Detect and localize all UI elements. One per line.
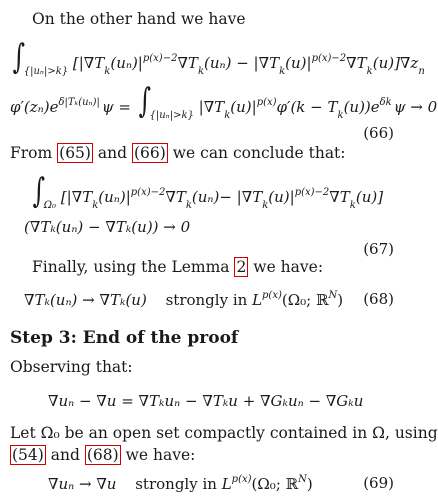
math-term: (uₙ)| bbox=[110, 54, 143, 72]
equation-number-67: (67) bbox=[363, 240, 394, 258]
math-sup: N bbox=[328, 290, 338, 301]
text-fragment: we have: bbox=[253, 258, 324, 276]
math-term: |∇T bbox=[198, 98, 225, 116]
math-sub: k bbox=[279, 66, 286, 77]
text-fragment: and bbox=[97, 144, 128, 162]
equation-number-69: (69) bbox=[363, 474, 394, 492]
math-term: L bbox=[252, 291, 263, 309]
math-sup: p(x)−2 bbox=[130, 187, 166, 198]
text-from-refs bbox=[10, 144, 346, 162]
math-sub: k bbox=[349, 200, 356, 211]
math-sub: k bbox=[366, 66, 373, 77]
equation-line-2 bbox=[10, 81, 438, 121]
math-term: (u)| bbox=[285, 54, 312, 72]
math-term: φ′(zₙ)e bbox=[10, 98, 59, 116]
math-sub: k bbox=[337, 110, 344, 121]
ref-link-66[interactable]: (66) bbox=[134, 144, 166, 162]
math-term: ∇uₙ → ∇u bbox=[48, 475, 117, 493]
math-sup: p(x) bbox=[262, 290, 282, 301]
ref-link-lemma-2[interactable]: 2 bbox=[236, 258, 247, 276]
text-fragment: strongly in bbox=[165, 291, 248, 309]
math-sup: p(x)−2 bbox=[311, 53, 347, 64]
integral-sign: ∫ bbox=[32, 171, 46, 211]
text-let-omega: Let Ω₀ be an open set compactly contained in Ω, using bbox=[10, 424, 438, 442]
math-sup: p(x) bbox=[231, 474, 252, 485]
section-heading: Step 3: End of the proof bbox=[10, 328, 239, 348]
math-term: (uₙ)| bbox=[98, 188, 131, 206]
math-term: (Ω₀; ℝ bbox=[281, 291, 329, 309]
integral-sign: ∫ bbox=[138, 81, 151, 121]
equation-number-66: (66) bbox=[363, 124, 394, 142]
integral-domain: Ω₀ bbox=[43, 200, 57, 211]
integral-sign: ∫ bbox=[12, 37, 26, 77]
math-sub: k bbox=[262, 200, 269, 211]
text-lemma bbox=[32, 258, 323, 276]
math-term: ∇T bbox=[329, 188, 350, 206]
ref-link-65[interactable]: (65) bbox=[59, 144, 91, 162]
integral-domain: {|uₙ|>k} bbox=[23, 66, 69, 77]
text-fragment: Finally, using the Lemma bbox=[32, 258, 230, 276]
intro-text: On the other hand we have bbox=[32, 10, 246, 28]
math-term: (u))e bbox=[343, 98, 380, 116]
math-sup: p(x) bbox=[256, 97, 277, 108]
math-term: ψ → 0 bbox=[393, 98, 438, 116]
math-term: ) bbox=[306, 475, 313, 493]
ref-link-54[interactable]: (54) bbox=[12, 446, 44, 464]
equation-line-68 bbox=[24, 290, 343, 309]
math-sub: k bbox=[224, 110, 231, 121]
equation-line-69 bbox=[48, 474, 313, 493]
math-sup: N bbox=[298, 474, 307, 485]
math-sub: k bbox=[197, 66, 204, 77]
math-term: ∇T bbox=[177, 54, 198, 72]
equation-line-1 bbox=[10, 37, 425, 77]
text-using-refs bbox=[10, 446, 195, 464]
math-term: L bbox=[221, 475, 232, 493]
math-sup: δk bbox=[379, 97, 392, 108]
math-sub: k bbox=[92, 200, 99, 211]
math-term: (uₙ) − |∇T bbox=[204, 54, 280, 72]
math-term: (uₙ)− |∇T bbox=[191, 188, 263, 206]
math-sub: n bbox=[418, 66, 425, 77]
math-term: (u)| bbox=[268, 188, 295, 206]
math-term: ψ = bbox=[101, 98, 131, 116]
equation-gradient-decomposition: ∇uₙ − ∇u = ∇Tₖuₙ − ∇Tₖu + ∇Gₖuₙ − ∇Gₖu bbox=[48, 392, 364, 410]
math-term: ∇T bbox=[346, 54, 367, 72]
math-sub: k bbox=[104, 66, 111, 77]
text-fragment: we have: bbox=[125, 446, 196, 464]
math-term: ) bbox=[337, 291, 344, 309]
equation-line-4: (∇Tₖ(uₙ) − ∇Tₖ(u)) → 0 bbox=[24, 218, 191, 236]
text-fragment: strongly in bbox=[135, 475, 217, 493]
equation-number-68: (68) bbox=[363, 290, 394, 308]
math-term: (u)] bbox=[355, 188, 384, 206]
math-sup: p(x)−2 bbox=[294, 187, 330, 198]
math-sub: k bbox=[185, 200, 192, 211]
text-observing: Observing that: bbox=[10, 358, 133, 376]
text-fragment: and bbox=[50, 446, 80, 464]
math-term: (Ω₀; ℝ bbox=[251, 475, 299, 493]
text-fragment: From bbox=[10, 144, 53, 162]
math-sup: p(x)−2 bbox=[142, 53, 178, 64]
math-term: [|∇T bbox=[72, 54, 105, 72]
math-term: φ′(k − T bbox=[276, 98, 338, 116]
equation-line-3 bbox=[30, 171, 384, 211]
math-term: (u)| bbox=[230, 98, 257, 116]
math-term: (u)]∇z bbox=[372, 54, 419, 72]
text-fragment: we can conclude that: bbox=[172, 144, 346, 162]
ref-link-68[interactable]: (68) bbox=[86, 446, 119, 464]
math-sup: δ|Tₖ(uₙ)| bbox=[58, 97, 100, 108]
math-term: ∇T bbox=[165, 188, 186, 206]
integral-domain: {|uₙ|>k} bbox=[149, 110, 194, 121]
math-term: ∇Tₖ(uₙ) → ∇Tₖ(u) bbox=[24, 291, 147, 309]
math-term: [|∇T bbox=[60, 188, 93, 206]
